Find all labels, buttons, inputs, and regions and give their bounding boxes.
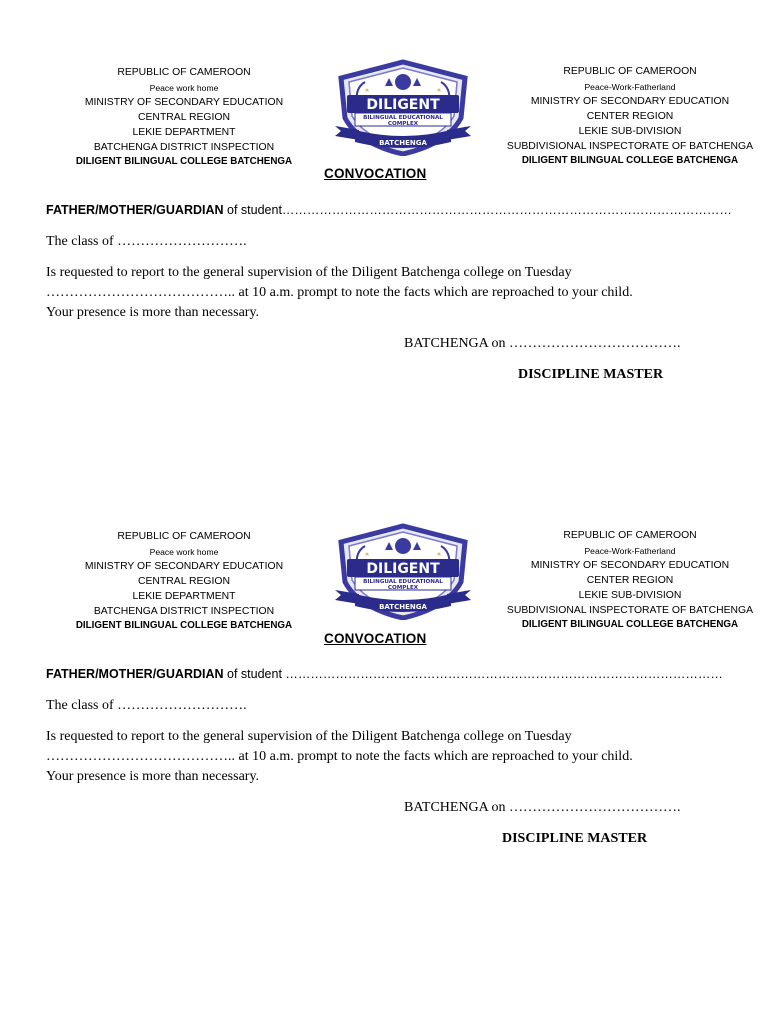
- parent-label: FATHER/MOTHER/GUARDIAN: [46, 667, 224, 681]
- form-title: CONVOCATION: [324, 631, 427, 646]
- svg-text:COMPLEX: COMPLEX: [387, 121, 419, 127]
- place-date-line: BATCHENGA on ……………………………….: [404, 336, 681, 351]
- request-line: Your presence is more than necessary.: [46, 769, 260, 784]
- header-line: MINISTRY OF SECONDARY EDUCATION: [84, 560, 284, 572]
- header-line: LEKIE DEPARTMENT: [132, 590, 236, 602]
- school-name: DILIGENT BILINGUAL COLLEGE BATCHENGA: [75, 156, 293, 168]
- svg-text:BILINGUAL EDUCATIONAL: BILINGUAL EDUCATIONAL: [363, 115, 443, 121]
- header-line: CENTER REGION: [586, 110, 674, 122]
- header-line: Peace-Work-Fatherland: [584, 81, 676, 92]
- svg-text:COMPLEX: COMPLEX: [387, 585, 419, 591]
- right-header: [500, 529, 760, 633]
- header-line: CENTER REGION: [586, 574, 674, 586]
- signatory: DISCIPLINE MASTER: [502, 831, 648, 846]
- convocation-form-1: [0, 0, 768, 460]
- right-header: [500, 65, 760, 169]
- header-line: REPUBLIC OF CAMEROON: [563, 530, 697, 541]
- school-name: DILIGENT BILINGUAL COLLEGE BATCHENGA: [75, 620, 293, 632]
- parent-line: [46, 203, 732, 217]
- parent-blank: of student………………………………………………………………………………………………: [223, 203, 732, 217]
- header-line: LEKIE DEPARTMENT: [132, 126, 236, 138]
- school-crest-logo: [319, 56, 487, 156]
- header-line: LEKIE SUB-DIVISION: [578, 589, 682, 601]
- parent-blank: of student ……………………………………………………………………………………………: [223, 667, 723, 681]
- header-line: CENTRAL REGION: [138, 575, 230, 587]
- svg-text:BILINGUAL EDUCATIONAL: BILINGUAL EDUCATIONAL: [363, 579, 443, 585]
- request-line: Is requested to report to the general supervision of the Diligent Batchenga college on Tuesday: [46, 265, 572, 280]
- svg-text:BATCHENGA: BATCHENGA: [379, 603, 427, 611]
- header-line: CENTRAL REGION: [138, 111, 230, 123]
- crest-svg: [319, 520, 487, 620]
- header-line: MINISTRY OF SECONDARY EDUCATION: [530, 559, 730, 571]
- request-line: ………………………………….. at 10 a.m. prompt to note the facts which are reproached to your child.: [46, 285, 633, 300]
- school-crest-logo: [319, 520, 487, 620]
- left-header: [54, 530, 314, 634]
- header-line: MINISTRY OF SECONDARY EDUCATION: [530, 95, 730, 107]
- request-line: Is requested to report to the general supervision of the Diligent Batchenga college on Tuesday: [46, 729, 572, 744]
- request-line: Your presence is more than necessary.: [46, 305, 260, 320]
- school-name: DILIGENT BILINGUAL COLLEGE BATCHENGA: [521, 619, 739, 631]
- left-header: [54, 66, 314, 170]
- svg-text:BATCHENGA: BATCHENGA: [379, 139, 427, 147]
- header-line: LEKIE SUB-DIVISION: [578, 125, 682, 137]
- svg-text:DILIGENT: DILIGENT: [366, 97, 440, 113]
- header-line: REPUBLIC OF CAMEROON: [563, 66, 697, 77]
- class-line: The class of ……………………….: [46, 234, 247, 249]
- header-line: SUBDIVISIONAL INSPECTORATE OF BATCHENGA: [506, 604, 754, 616]
- request-line: ………………………………….. at 10 a.m. prompt to note the facts which are reproached to your child.: [46, 749, 633, 764]
- header-line: SUBDIVISIONAL INSPECTORATE OF BATCHENGA: [506, 140, 754, 152]
- header-line: MINISTRY OF SECONDARY EDUCATION: [84, 96, 284, 108]
- header-line: BATCHENGA DISTRICT INSPECTION: [93, 605, 275, 617]
- convocation-form-2: [0, 464, 768, 924]
- header-line: REPUBLIC OF CAMEROON: [117, 531, 251, 542]
- signatory: DISCIPLINE MASTER: [518, 367, 664, 382]
- parent-line: [46, 667, 723, 681]
- place-date-line: BATCHENGA on ……………………………….: [404, 800, 681, 815]
- header-line: Peace-Work-Fatherland: [584, 545, 676, 556]
- parent-label: FATHER/MOTHER/GUARDIAN: [46, 203, 224, 217]
- header-line: REPUBLIC OF CAMEROON: [117, 67, 251, 78]
- svg-text:DILIGENT: DILIGENT: [366, 561, 440, 577]
- header-line: Peace work home: [149, 82, 219, 93]
- header-line: Peace work home: [149, 546, 219, 557]
- class-line: The class of ……………………….: [46, 698, 247, 713]
- header-line: BATCHENGA DISTRICT INSPECTION: [93, 141, 275, 153]
- school-name: DILIGENT BILINGUAL COLLEGE BATCHENGA: [521, 155, 739, 167]
- crest-svg: [319, 56, 487, 156]
- form-title: CONVOCATION: [324, 166, 427, 181]
